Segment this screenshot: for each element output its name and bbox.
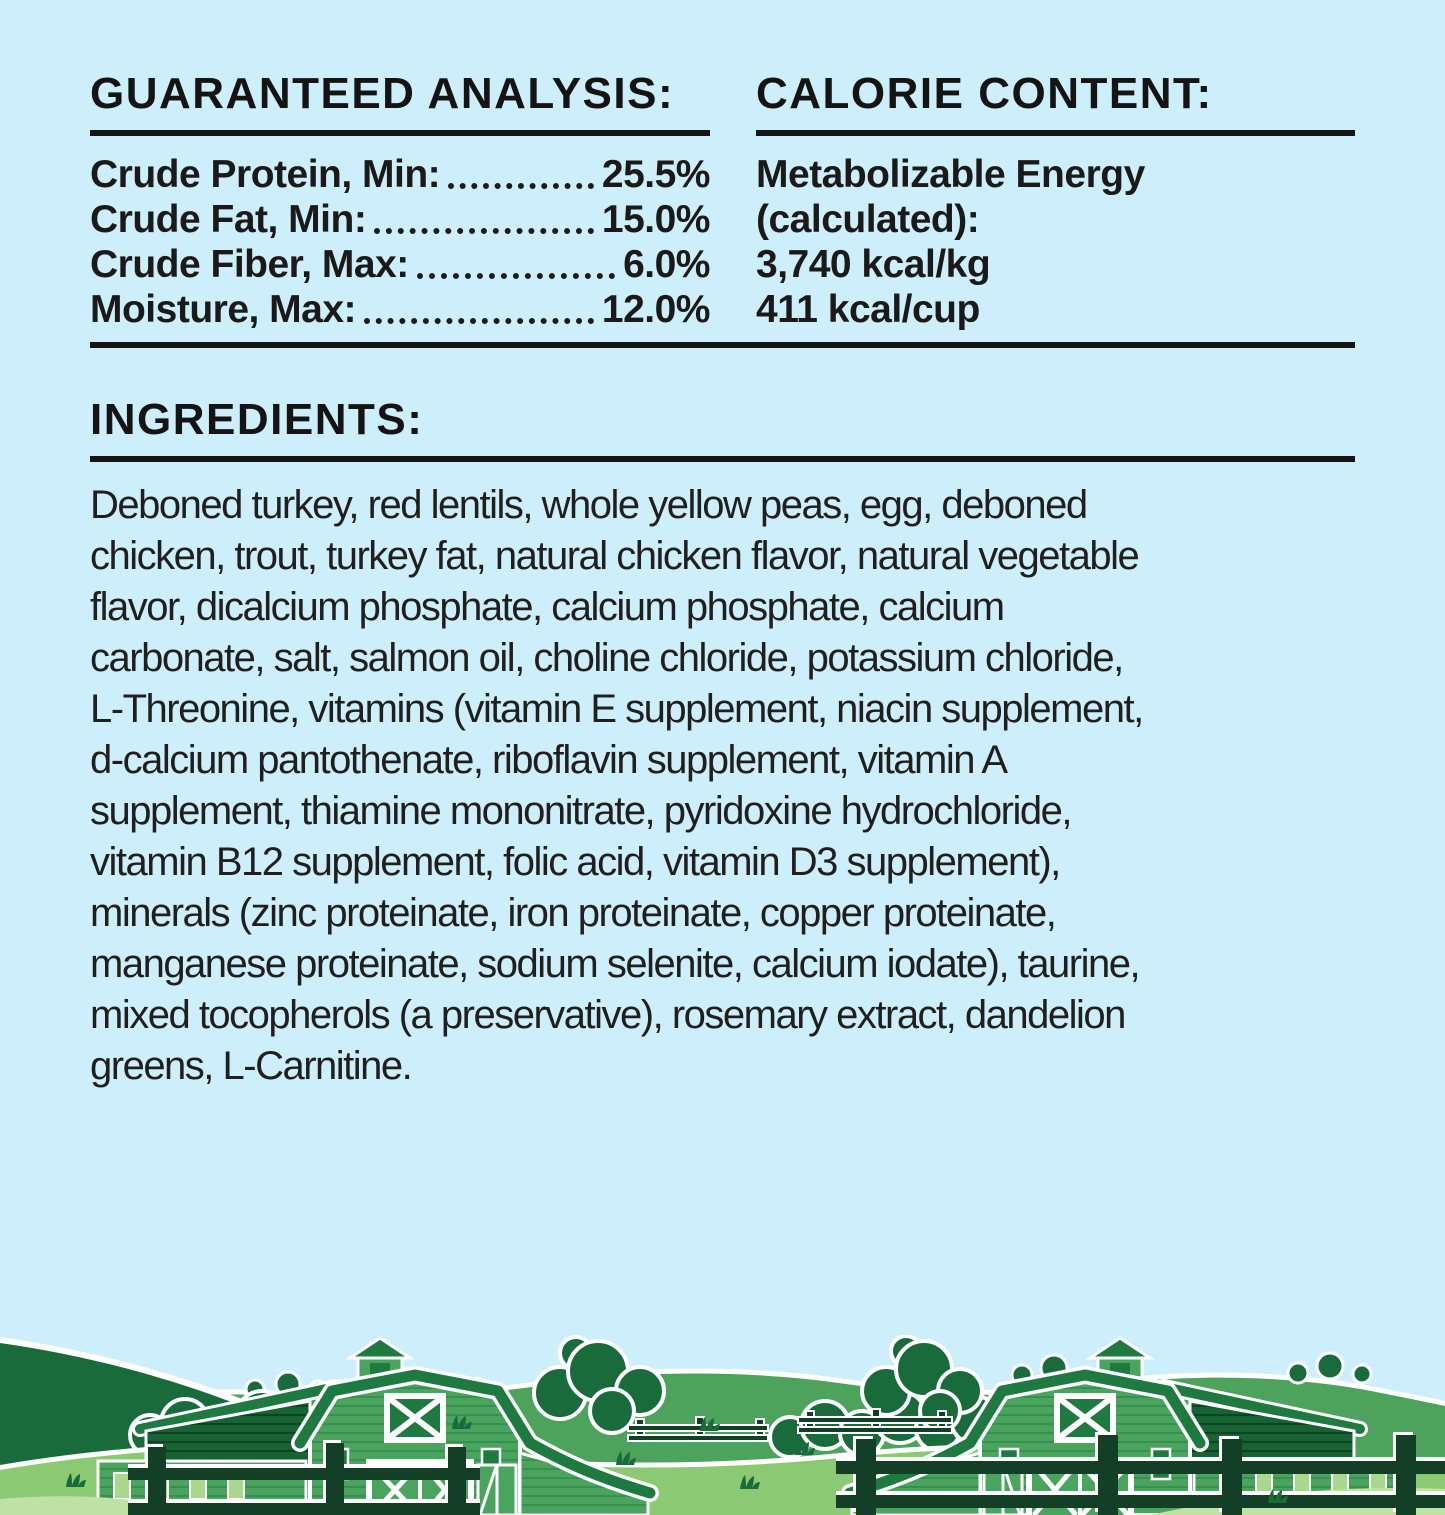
ga-row-value: 25.5%	[602, 152, 710, 197]
ingredients-line: carbonate, salt, salmon oil, choline chloride, potassium chloride,	[90, 633, 1355, 684]
ingredients-line: chicken, trout, turkey fat, natural chicken flavor, natural vegetable	[90, 531, 1355, 582]
ingredients-line: d-calcium pantothenate, riboflavin supplement, vitamin A	[90, 735, 1355, 786]
guaranteed-analysis-title: GUARANTEED ANALYSIS:	[90, 70, 710, 136]
table-row	[90, 152, 710, 197]
ga-row-label: Moisture, Max:	[90, 287, 356, 332]
table-row	[90, 242, 710, 287]
ingredients-underline	[90, 456, 1355, 462]
ga-row-label: Crude Fiber, Max:	[90, 242, 409, 287]
guaranteed-analysis-table	[90, 152, 710, 332]
farm-illustration	[0, 1335, 1445, 1515]
ga-row-value: 6.0%	[623, 242, 710, 287]
label-panel	[0, 70, 1445, 1092]
ingredients-line: Deboned turkey, red lentils, whole yellow peas, egg, deboned	[90, 480, 1355, 531]
ingredients-line: L-Threonine, vitamins (vitamin E supplement, niacin supplement,	[90, 684, 1355, 735]
leader-dots	[417, 273, 615, 279]
leader-dots	[448, 183, 594, 189]
leader-dots	[364, 318, 594, 324]
ga-row-value: 15.0%	[602, 197, 710, 242]
calorie-line: Metabolizable Energy	[756, 152, 1355, 197]
section-divider	[90, 342, 1355, 348]
guaranteed-analysis-section	[90, 70, 710, 332]
table-row	[90, 197, 710, 242]
calorie-content-title: CALORIE CONTENT:	[756, 70, 1355, 136]
ingredients-paragraph	[90, 480, 1355, 1092]
ingredients-section-header	[90, 396, 1355, 462]
table-row	[90, 287, 710, 332]
calorie-line: 411 kcal/cup	[756, 287, 1355, 332]
calorie-content-body	[756, 152, 1355, 332]
ingredients-line: supplement, thiamine mononitrate, pyridoxine hydrochloride,	[90, 786, 1355, 837]
ingredients-line: mixed tocopherols (a preservative), rosemary extract, dandelion	[90, 990, 1355, 1041]
ingredients-line: manganese proteinate, sodium selenite, calcium iodate), taurine,	[90, 939, 1355, 990]
calorie-content-section	[756, 70, 1355, 332]
ga-row-label: Crude Fat, Min:	[90, 197, 366, 242]
leader-dots	[374, 228, 594, 234]
ingredients-line: flavor, dicalcium phosphate, calcium phosphate, calcium	[90, 582, 1355, 633]
ingredients-line: minerals (zinc proteinate, iron proteinate, copper proteinate,	[90, 888, 1355, 939]
ingredients-title: INGREDIENTS:	[90, 396, 423, 444]
ga-row-value: 12.0%	[602, 287, 710, 332]
ingredients-line: greens, L-Carnitine.	[90, 1041, 1355, 1092]
analysis-calorie-columns	[90, 70, 1355, 332]
ingredients-line: vitamin B12 supplement, folic acid, vitamin D3 supplement),	[90, 837, 1355, 888]
ga-row-label: Crude Protein, Min:	[90, 152, 440, 197]
calorie-line: 3,740 kcal/kg	[756, 242, 1355, 287]
calorie-line: (calculated):	[756, 197, 1355, 242]
